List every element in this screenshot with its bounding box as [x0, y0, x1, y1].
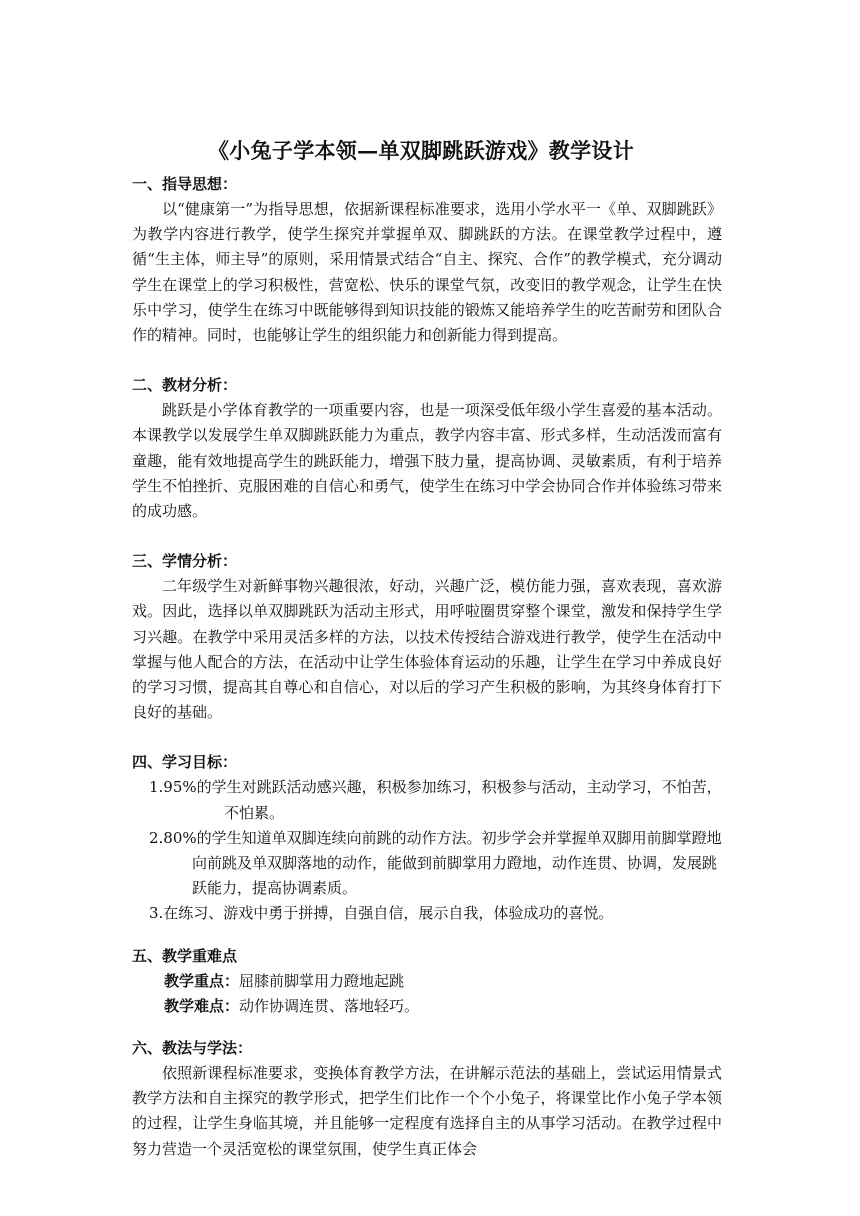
- section-heading: 一、指导思想：: [132, 175, 238, 193]
- section-heading: 五、教学重难点: [132, 946, 238, 965]
- section-paragraph: 二年级学生对新鲜事物兴趣很浓，好动，兴趣广泛，模仿能力强，喜欢表现，喜欢游戏。因此，选择以单双脚跳跃为活动主形式，用呼啦圈贯穿整个课堂，激发和保持学生学习兴趣。在教学中采用灵活多样的方法，以技术传授结合游戏进行教学，使学生在活动中掌握与他人配合的方法，在活动中让学生体验体育运动的乐趣，让学生在学习中养成良好的学习习惯，提高其自尊心和自信心，对以后的学习产生积极的影响，为其终身体育打下良好的基础。: [132, 577, 722, 722]
- document-page: [132, 134, 722, 1162]
- section-paragraph: 跳跃是小学体育教学的一项重要内容，也是一项深受低年级小学生喜爱的基本活动。本课教学以发展学生单双脚跳跃能力为重点，教学内容丰富、形式多样，生动活泼而富有童趣，能有效地提高学生的跳跃能力，增强下肢力量，提高协调、灵敏素质，有利于培养学生不怕挫折、克服困难的自信心和勇气，使学生在练习中学会协同合作并体验练习带来的成功感。: [132, 401, 722, 521]
- section-guiding-thought: [132, 172, 722, 348]
- teaching-difficulty-label: 教学难点：: [164, 996, 240, 1015]
- teaching-focus-text: 屈膝前脚掌用力蹬地起跳: [239, 971, 405, 990]
- teaching-focus-label: 教学重点：: [164, 971, 240, 990]
- section-heading: 二、教材分析：: [132, 376, 238, 395]
- section-paragraph: 依照新课程标准要求，变换体育教学方法，在讲解示范法的基础上，尝试运用情景式教学方法和自主探究的教学形式，把学生们比作一个个小兔子，将课堂比作小兔子学本领的过程，让学生身临其境，并且能够一定程度有选择自主的从事学习活动。在教学过程中努力营造一个灵活宽松的课堂氛围，使学生真正体会: [132, 1064, 722, 1158]
- section-heading: 三、学情分析：: [132, 552, 238, 571]
- section-paragraph: 以“健康第一”为指导思想，依据新课程标准要求，选用小学水平一《单、双脚跳跃》为教学内容进行教学，使学生探究并掌握单双、脚跳跃的方法。在课堂教学过程中，遵循“生主体，师主导”的原则，采用情景式结合“自主、探究、合作”的教学模式，充分调动学生在课堂上的学习积极性，营宽松、快乐的课堂气氛，改变旧的教学观念，让学生在快乐中学习，使学生在练习中既能够得到知识技能的锻炼又能培养学生的吃苦耐劳和团队合作的精神。同时，也能够让学生的组织能力和创新能力得到提高。: [132, 200, 722, 345]
- teaching-difficulty: [164, 994, 722, 1019]
- teaching-difficulty-text: 动作协调连贯、落地轻巧。: [239, 996, 420, 1015]
- goal-item: 3.在练习、游戏中勇于拼搏，自强自信，展示自我，体验成功的喜悦。: [149, 904, 614, 923]
- goal-item: 1.95%的学生对跳跃活动感兴趣，积极参加练习，积极参与活动，主动学习，不怕苦，不怕累。: [149, 778, 722, 822]
- goal-item: 2.80%的学生知道单双脚连续向前跳的动作方法。初步学会并掌握单双脚用前脚掌蹬地向前跳及单双脚落地的动作，能做到前脚掌用力蹬地，动作连贯、协调，发展跳跃能力，提高协调素质。: [149, 828, 722, 898]
- section-key-points: [132, 944, 722, 1019]
- document-title: 《小兔子学本领—单双脚跳跃游戏》教学设计: [208, 138, 634, 163]
- section-learner-analysis: [132, 549, 722, 725]
- section-heading: 六、教法与学法：: [132, 1039, 253, 1058]
- section-methods: [132, 1036, 722, 1162]
- section-heading: 四、学习目标：: [132, 753, 238, 772]
- section-material-analysis: [132, 373, 722, 524]
- teaching-focus: [164, 969, 722, 994]
- section-learning-goals: [132, 750, 722, 926]
